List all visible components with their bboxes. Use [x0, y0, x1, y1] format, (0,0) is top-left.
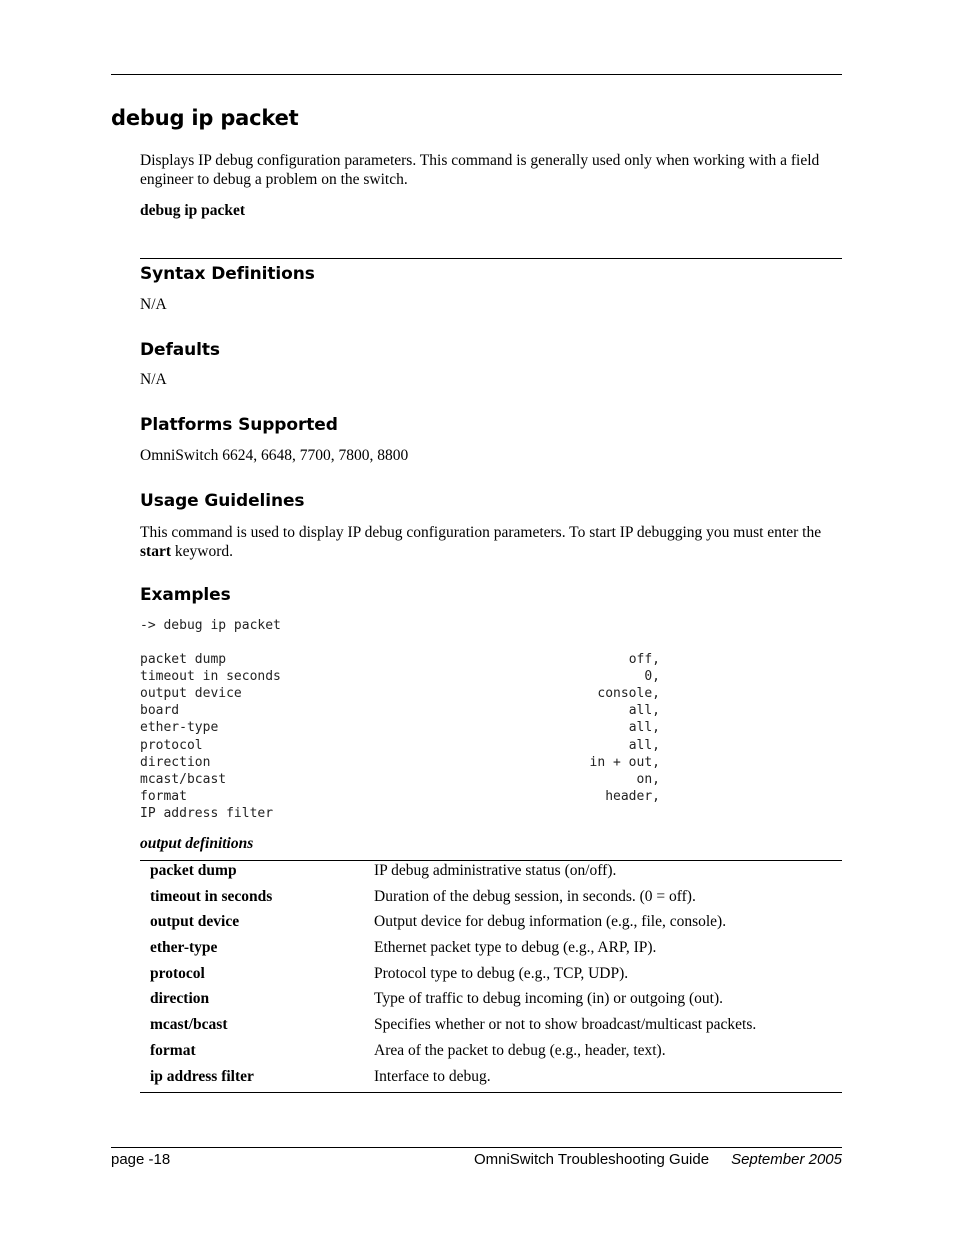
description-cell: Duration of the debug session, in seconds. (0 = off).	[374, 888, 696, 905]
table-row	[140, 939, 842, 963]
page-title: debug ip packet	[111, 106, 299, 130]
footer-date: September 2005	[731, 1151, 842, 1168]
table-row	[140, 888, 842, 912]
table-row	[140, 1068, 842, 1092]
footer-rule	[111, 1147, 842, 1148]
output-key: board	[140, 703, 180, 718]
output-value: in + out,	[589, 755, 660, 770]
table-row	[140, 965, 842, 989]
output-key: protocol	[140, 738, 203, 753]
table-top-rule	[140, 860, 842, 861]
example-output-line	[140, 652, 660, 669]
output-value: off,	[628, 652, 660, 667]
defaults-text: N/A	[140, 371, 167, 388]
usage-text-before: This command is used to display IP debug configuration parameters. To start IP debugging you must enter the	[140, 524, 822, 541]
term-cell: timeout in seconds	[150, 888, 273, 905]
usage-text	[140, 523, 842, 561]
example-output-line	[140, 789, 660, 806]
table-row	[140, 1042, 842, 1066]
output-key: timeout in seconds	[140, 669, 281, 684]
term-cell: mcast/bcast	[150, 1016, 228, 1033]
usage-keyword: start	[140, 543, 171, 560]
output-value: all,	[628, 703, 660, 718]
table-row	[140, 1016, 842, 1040]
example-output-line	[140, 755, 660, 772]
output-value: console,	[597, 686, 660, 701]
description-cell: Protocol type to debug (e.g., TCP, UDP).	[374, 965, 629, 982]
footer-page-number: page -18	[111, 1151, 171, 1168]
output-value: all,	[628, 738, 660, 753]
output-key: ether-type	[140, 720, 219, 735]
description-cell: Output device for debug information (e.g., file, console).	[374, 913, 727, 930]
usage-text-after: keyword.	[174, 543, 233, 560]
output-key: format	[140, 789, 187, 804]
term-cell: packet dump	[150, 862, 237, 879]
output-value: 0,	[644, 669, 660, 684]
command-description: Displays IP debug configuration parameters. This command is generally used only when working with a field engineer to debug a problem on the switch.	[140, 152, 820, 188]
platforms-text: OmniSwitch 6624, 6648, 7700, 7800, 8800	[140, 447, 409, 464]
syntax-definitions-heading: Syntax Definitions	[140, 264, 315, 284]
example-output-line	[140, 720, 660, 737]
description-cell: Interface to debug.	[374, 1068, 491, 1085]
output-definitions-caption: output definitions	[140, 835, 254, 852]
output-value: all,	[628, 720, 660, 735]
output-value: on,	[636, 772, 660, 787]
output-key: packet dump	[140, 652, 227, 667]
description-cell: Area of the packet to debug (e.g., header, text).	[374, 1042, 666, 1059]
description-cell: IP debug administrative status (on/off).	[374, 862, 617, 879]
output-key: IP address filter	[140, 806, 274, 821]
defaults-heading: Defaults	[140, 340, 220, 360]
syntax-definitions-text: N/A	[140, 296, 167, 313]
output-key: direction	[140, 755, 211, 770]
example-output-line	[140, 806, 660, 823]
footer-guide-title: OmniSwitch Troubleshooting Guide	[473, 1151, 710, 1168]
table-bottom-rule	[140, 1092, 842, 1093]
example-output-line	[140, 686, 660, 703]
description-cell: Ethernet packet type to debug (e.g., ARP, IP).	[374, 939, 657, 956]
example-output-line	[140, 772, 660, 789]
example-output-line	[140, 738, 660, 755]
term-cell: output device	[150, 913, 240, 930]
table-row	[140, 990, 842, 1014]
example-output-line	[140, 669, 660, 686]
term-cell: ip address filter	[150, 1068, 254, 1085]
example-command: -> debug ip packet	[140, 618, 281, 633]
examples-heading: Examples	[140, 585, 231, 605]
term-cell: ether-type	[150, 939, 218, 956]
term-cell: protocol	[150, 965, 205, 982]
description-cell: Type of traffic to debug incoming (in) or outgoing (out).	[374, 990, 724, 1007]
section-rule	[140, 258, 842, 259]
term-cell: direction	[150, 990, 210, 1007]
footer-guide-date	[474, 1151, 842, 1168]
output-key: mcast/bcast	[140, 772, 227, 787]
header-rule	[111, 74, 842, 75]
output-key: output device	[140, 686, 242, 701]
syntax-line: debug ip packet	[140, 202, 246, 219]
table-row	[140, 913, 842, 937]
example-output-line	[140, 703, 660, 720]
usage-heading: Usage Guidelines	[140, 491, 305, 511]
platforms-heading: Platforms Supported	[140, 415, 338, 435]
description-cell: Specifies whether or not to show broadcast/multicast packets.	[374, 1016, 757, 1033]
term-cell: format	[150, 1042, 196, 1059]
table-row	[140, 862, 842, 886]
output-value: header,	[605, 789, 660, 804]
